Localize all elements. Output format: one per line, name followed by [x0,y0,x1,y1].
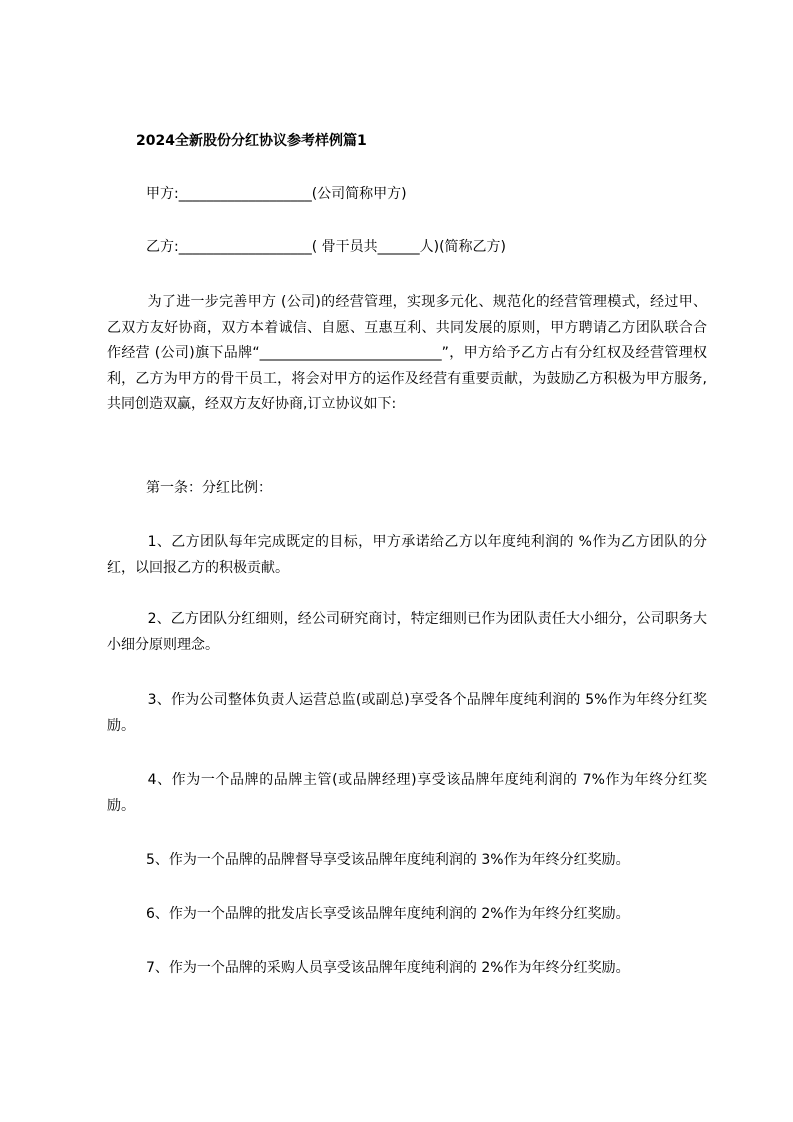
clause-7: 7、作为一个品牌的采购人员享受该品牌年度纯利润的 2%作为年终分红奖励。 [146,960,630,976]
article-1-heading: 第一条：分红比例： [146,480,272,496]
party-a-line: 甲方:___________________(公司简称甲方) [146,186,407,202]
document-title: 2024全新股份分红协议参考样例篇1 [136,133,367,149]
clause-5: 5、作为一个品牌的品牌督导享受该品牌年度纯利润的 3%作为年终分红奖励。 [146,852,630,868]
clause-3: 3、作为公司整体负责人运营总监(或副总)享受各个品牌年度纯利润的 5%作为年终分红奖励。 [107,692,707,734]
party-b-line: 乙方:___________________( 骨干员共______人)(简称乙方) [146,239,507,255]
clause-4: 4、作为一个品牌的品牌主管(或品牌经理)享受该品牌年度纯利润的 7%作为年终分红奖励。 [107,772,707,814]
clause-6: 6、作为一个品牌的批发店长享受该品牌年度纯利润的 2%作为年终分红奖励。 [146,906,630,922]
intro-paragraph: 为了进一步完善甲方 (公司)的经营管理，实现多元化、规范化的经营管理模式，经过甲、乙双方友好协商，双方本着诚信、自愿、互惠互利、共同发展的原则，甲方聘请乙方团队联合合作经营 (公司)旗下品牌“__________________________”，甲方给予乙方占有分红权及经营管理权利，乙方为甲方的骨干员工，将会对甲方的运作及经营有重要贡献，为鼓励乙方积极为甲方服务,共同创造双赢，经双方友好协商,订立协议如下: [107,294,707,412]
clause-1: 1、乙方团队每年完成既定的目标，甲方承诺给乙方以年度纯利润的 %作为乙方团队的分红，以回报乙方的积极贡献。 [107,534,707,576]
clause-2: 2、乙方团队分红细则，经公司研究商讨，特定细则已作为团队责任大小细分，公司职务大小细分原则理念。 [107,611,707,653]
